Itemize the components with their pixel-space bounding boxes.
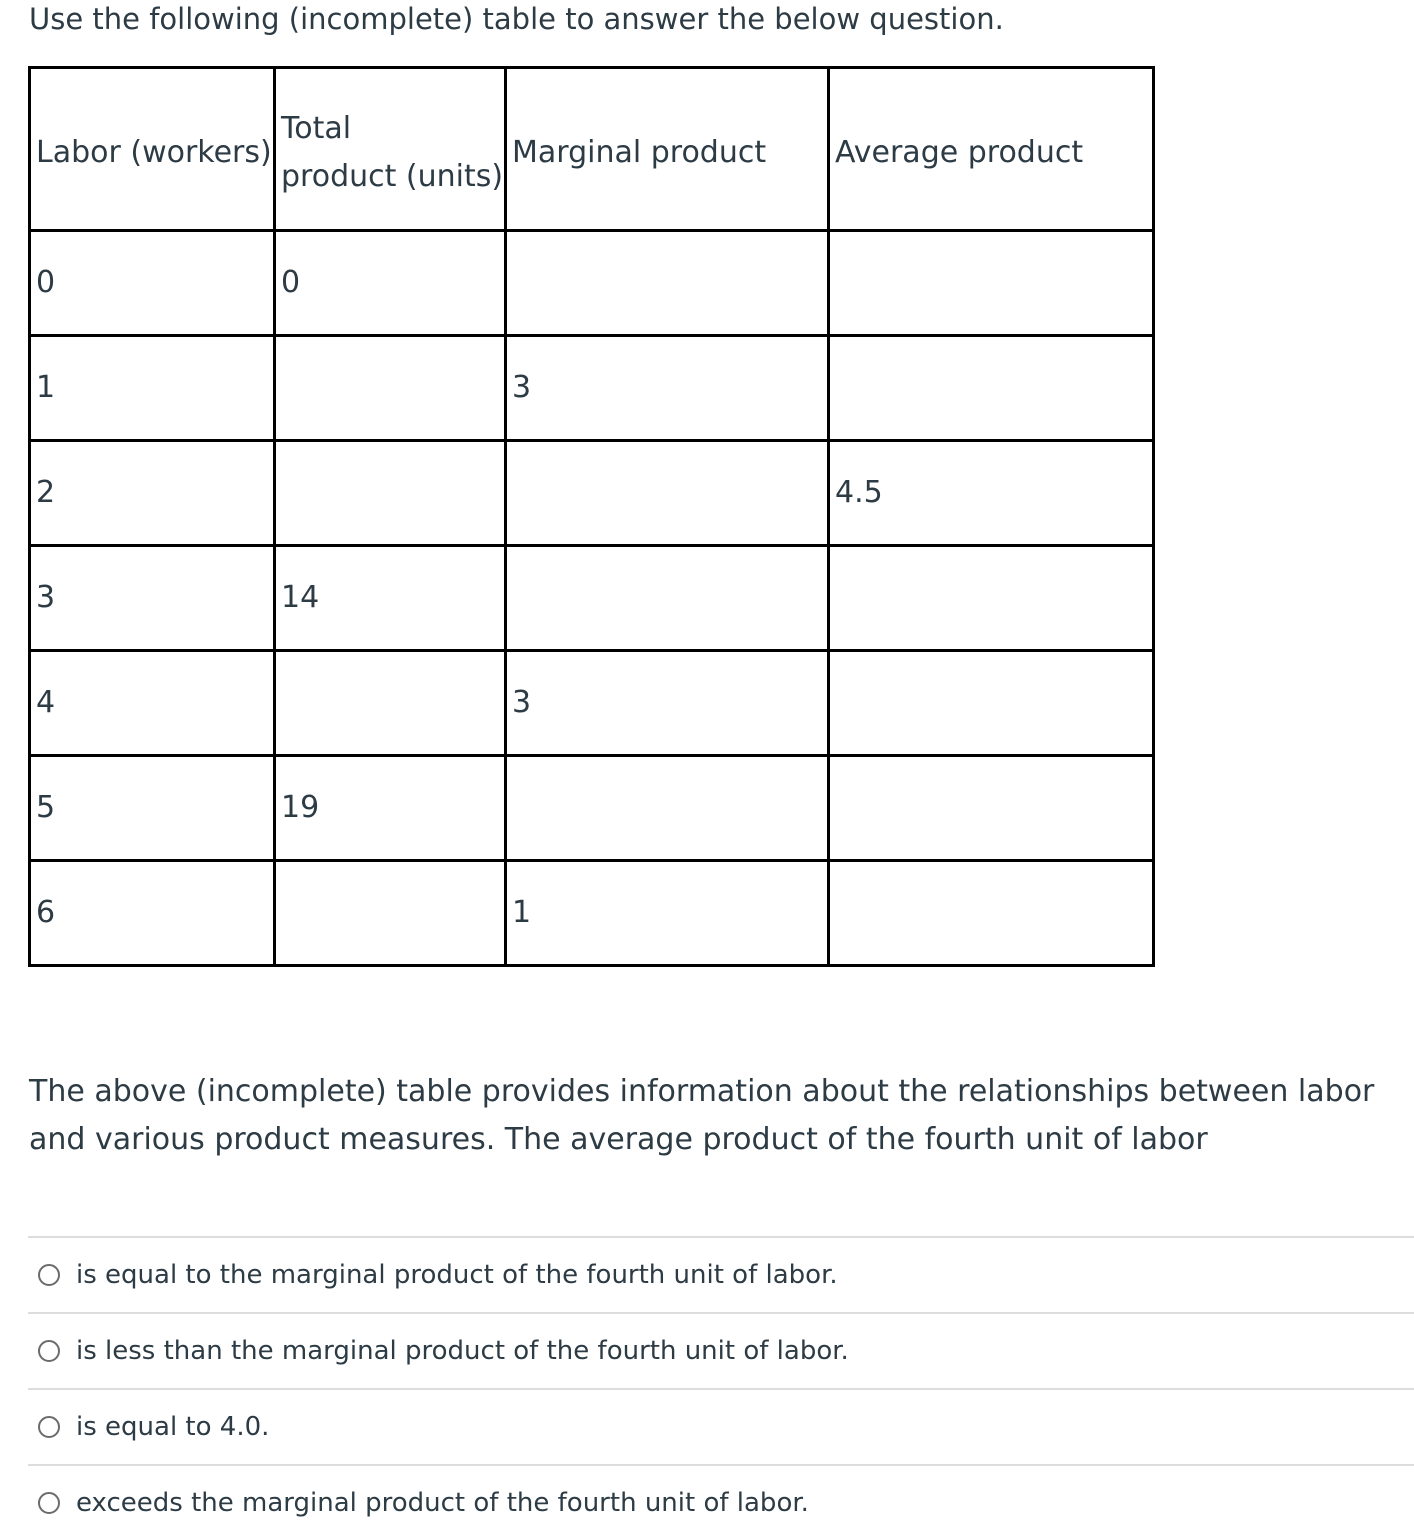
table-header-row [30,68,1154,231]
cell-labor: 2 [30,441,275,546]
cell-total-product: 19 [275,756,506,861]
header-total-product [275,68,506,231]
cell-total-product: 0 [275,231,506,336]
header-total-line1: Total [281,111,352,146]
table-row [30,546,1154,651]
cell-labor: 6 [30,861,275,966]
table-row [30,336,1154,441]
answer-option[interactable] [28,1236,1414,1312]
header-total-line2: product (units) [281,159,504,194]
table-row [30,861,1154,966]
cell-average-product [829,336,1154,441]
header-labor-label: Labor (workers) [36,135,272,170]
cell-average-product: 4.5 [829,441,1154,546]
cell-labor: 1 [30,336,275,441]
radio-button-icon[interactable] [38,1416,60,1438]
cell-marginal-product [506,231,829,336]
cell-labor: 3 [30,546,275,651]
answer-label[interactable]: is equal to 4.0. [76,1412,270,1442]
answer-options [28,1236,1414,1540]
header-average-product [829,68,1154,231]
cell-total-product [275,651,506,756]
cell-marginal-product [506,546,829,651]
intro-text: Use the following (incomplete) table to answer the below question. [29,2,1004,36]
cell-average-product [829,756,1154,861]
table-row [30,756,1154,861]
cell-marginal-product: 3 [506,651,829,756]
cell-marginal-product: 1 [506,861,829,966]
header-labor [30,68,275,231]
cell-total-product [275,336,506,441]
cell-labor: 0 [30,231,275,336]
cell-total-product [275,861,506,966]
answer-label[interactable]: is less than the marginal product of the fourth unit of labor. [76,1336,849,1366]
table-row [30,231,1154,336]
cell-average-product [829,546,1154,651]
question-text: The above (incomplete) table provides information about the relationships between labor and various product measures. The average product of the fourth unit of labor [29,1074,1375,1157]
radio-button-icon[interactable] [38,1492,60,1514]
header-marginal-label: Marginal product [512,135,767,170]
radio-button-icon[interactable] [38,1340,60,1362]
cell-marginal-product [506,441,829,546]
product-table [28,66,1155,967]
cell-marginal-product: 3 [506,336,829,441]
radio-button-icon[interactable] [38,1264,60,1286]
answer-label[interactable]: exceeds the marginal product of the fourth unit of labor. [76,1488,809,1518]
cell-average-product [829,231,1154,336]
table-row [30,441,1154,546]
answer-option[interactable] [28,1464,1414,1540]
answer-option[interactable] [28,1388,1414,1464]
cell-labor: 4 [30,651,275,756]
header-average-label: Average product [835,135,1084,170]
cell-average-product [829,651,1154,756]
cell-total-product: 14 [275,546,506,651]
answer-label[interactable]: is equal to the marginal product of the fourth unit of labor. [76,1260,838,1290]
header-marginal-product [506,68,829,231]
cell-labor: 5 [30,756,275,861]
table-row [30,651,1154,756]
cell-marginal-product [506,756,829,861]
cell-total-product [275,441,506,546]
cell-average-product [829,861,1154,966]
answer-option[interactable] [28,1312,1414,1388]
